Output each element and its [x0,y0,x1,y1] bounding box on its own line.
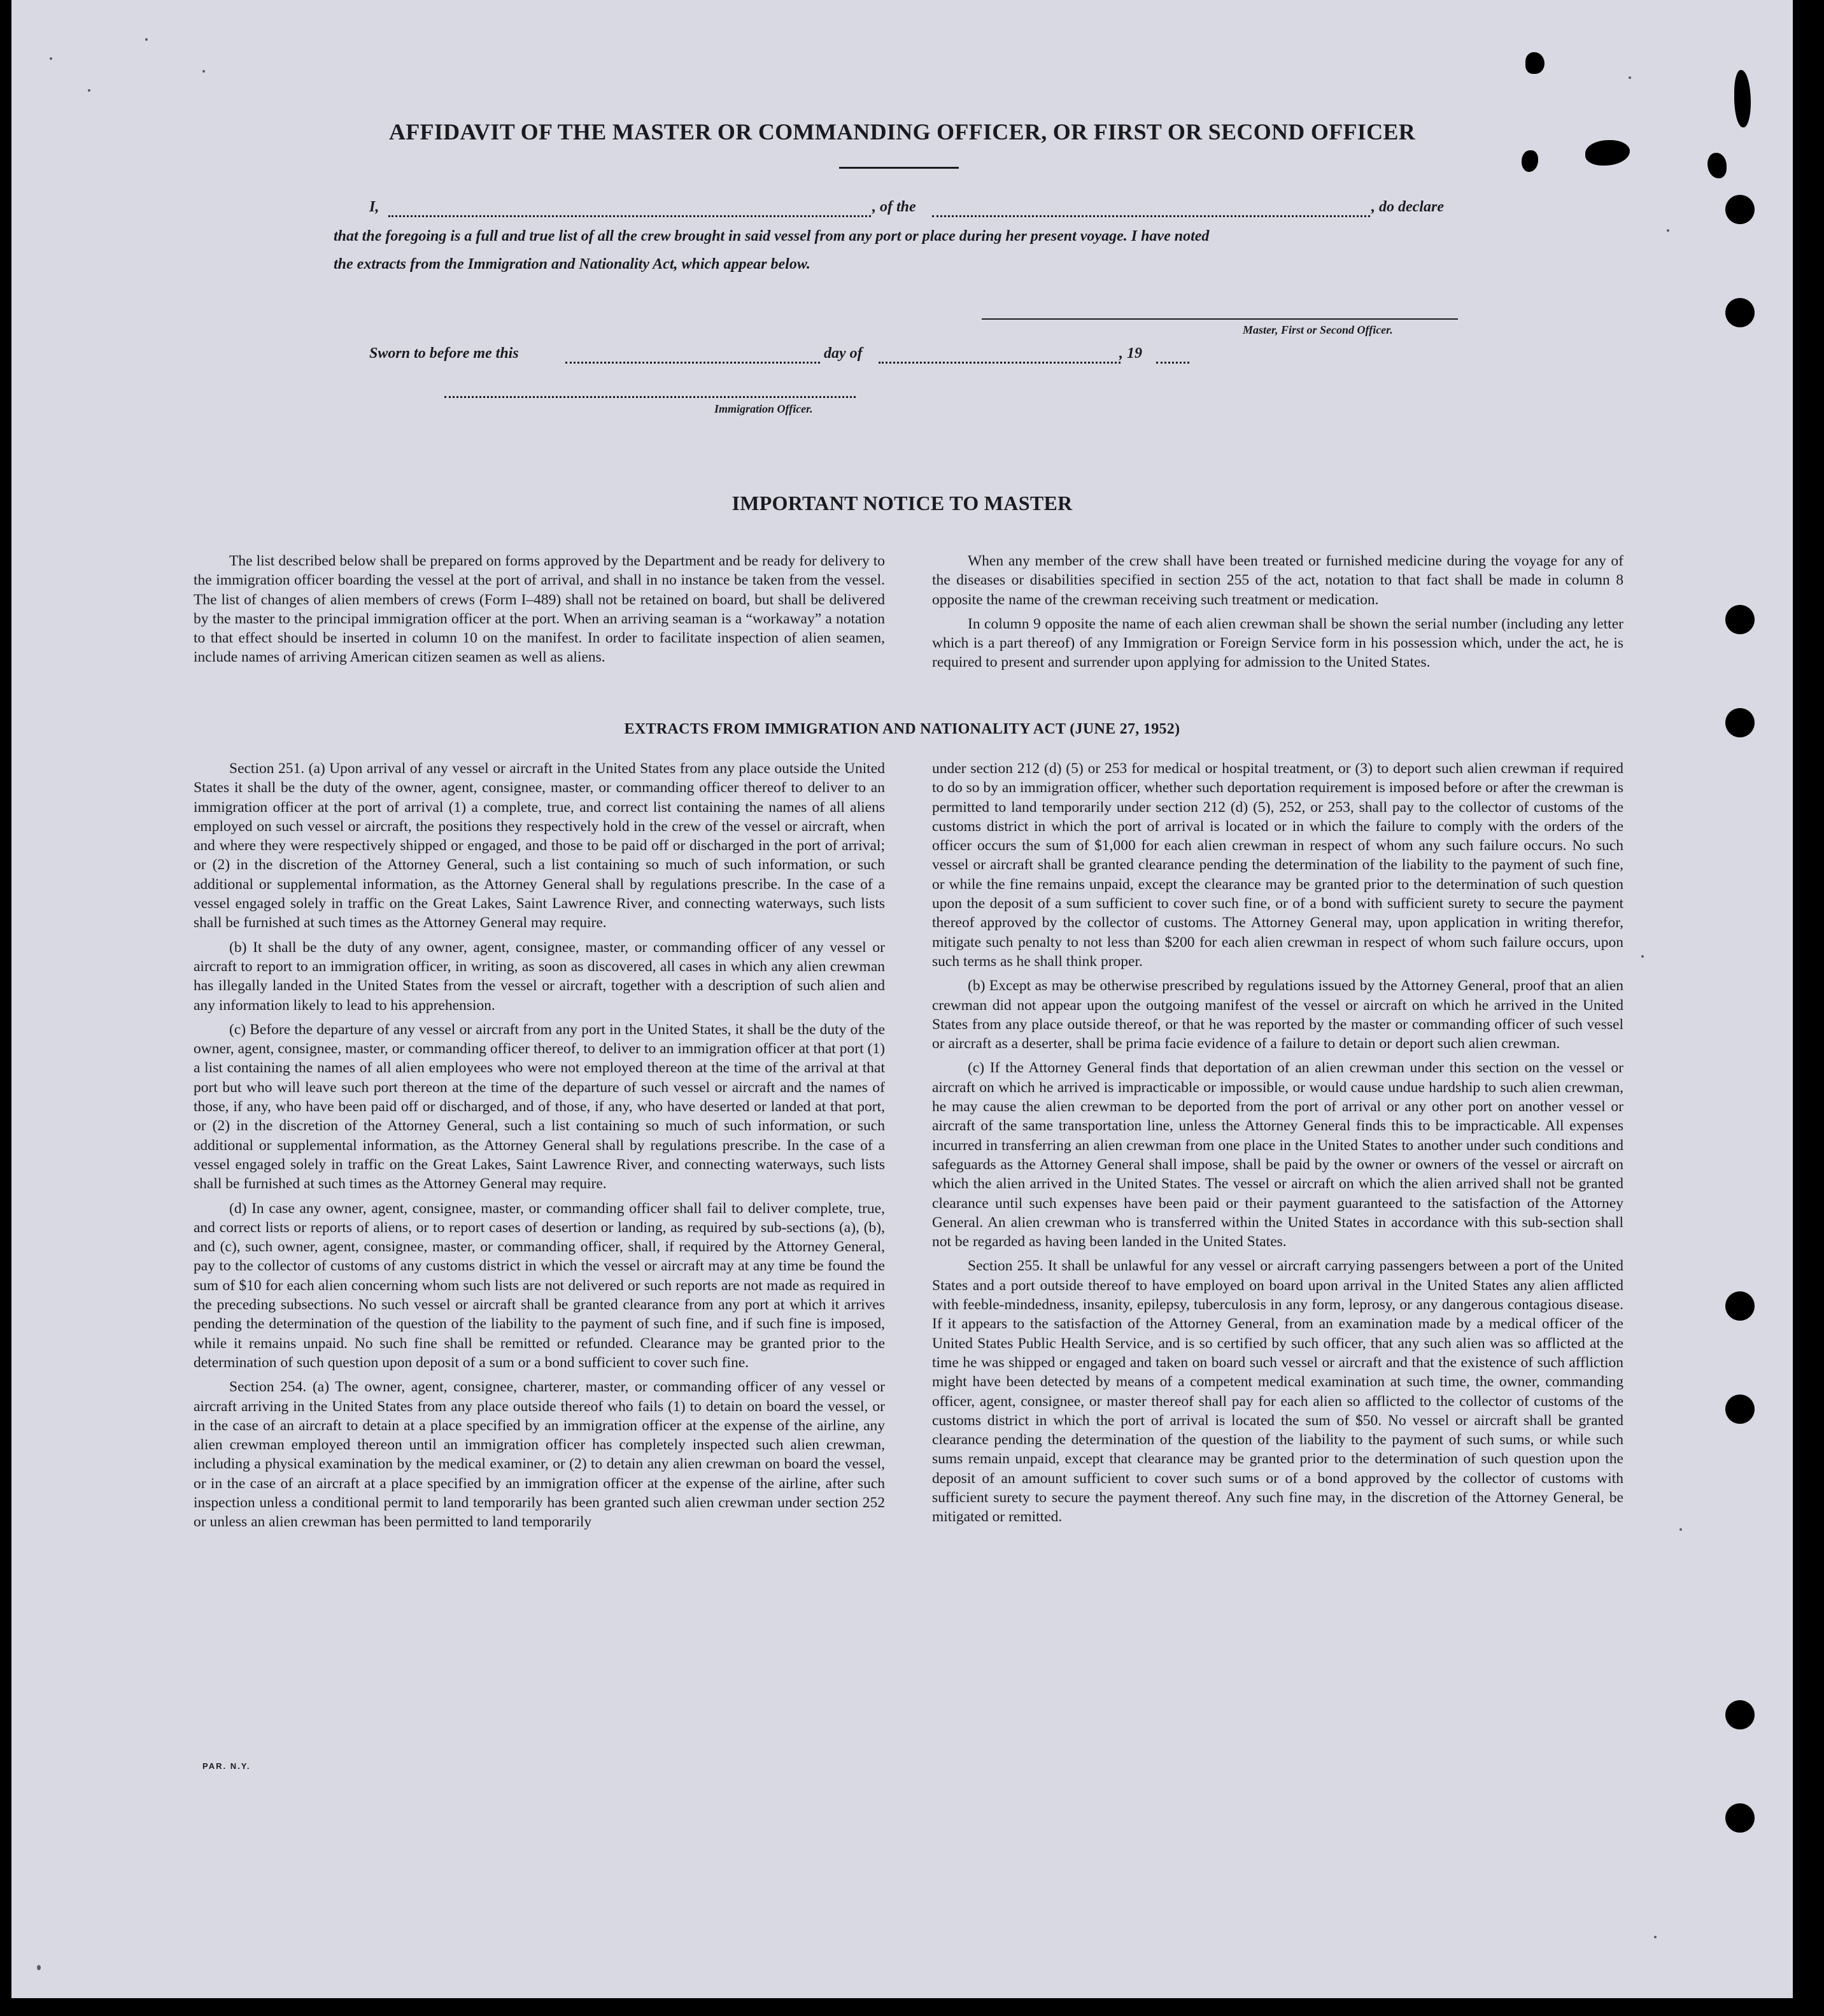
printer-mark: PAR. N.Y. [202,1761,251,1771]
dust-speck [1679,1528,1682,1531]
title-underline [839,167,959,169]
declarant-name-field[interactable] [388,215,871,217]
document-page [11,0,1793,1998]
day-of-label: day of [824,345,863,362]
section-255: Section 255. It shall be unlawful for any vessel or aircraft carrying passengers between a port of the United States and a port outside thereof to have employed on board upon arrival in the United States any alien afflicted with feeble-mindedness, insanity, epilepsy, tuberculosis in any form, leprosy, or any dangerous contagious disease. If it appears to the satisfaction of the Attorney General, from an examination made by a medical officer of the United States Public Health Service, and is so certified by such officer, that any such alien was so afflicted at the time he was shipped or engaged and taken on board such vessel or aircraft and that the existence of such affliction might have been detected by means of a competent medical examination at such time, the owner, commanding officer, agent, consignee, or master thereof shall pay for each alien so afflicted to the collector of customs of the customs district in which the port of arrival is located the sum of $50. No vessel or aircraft shall be granted clearance pending the determination of the question of the liability to the payment of such sums, or while such sums remain unpaid, except that clearance may be granted prior to the determination of such question upon the deposit of an amount sufficient to cover such sums or of a bond approved by the collector of customs with sufficient surety to secure the payment thereof. Any such fine may, in the discretion of the Attorney General, be mitigated or remitted. [932,1258,1623,1526]
section-254-c: (c) If the Attorney General finds that deportation of an alien crewman under this section on the vessel or aircraft on which he arrived is impracticable or impossible, or would cause undue hardship to such alien crewman, he may cause the alien crewman to be deported from the port of arrival or any other port on another vessel or aircraft of the same transportation line, unless the Attorney General finds this to be impracticable. All expenses incurred in transferring an alien crewman from one place in the United States to another under such conditions and safeguards as the Attorney General shall impose, shall be paid by the owner or owners of the vessel or aircraft on which the alien arrived in the United States. The vessel or aircraft on which the alien arrived shall not be granted clearance until such expenses have been paid or their payment guaranteed to the satisfaction of the Attorney General. An alien crewman who is transferred within the United States in accordance with this sub-section shall not be regarded as having been landed in the United States. [932,1060,1623,1251]
master-signature-line[interactable] [982,318,1458,320]
notice-left-column [194,551,885,672]
section-254-a-continued: under section 212 (d) (5) or 253 for medical or hospital treatment, or (3) to deport such alien crewman if required to do so by an immigration officer, whether such deportation requirement is imposed before or after the crewman is permitted to land temporarily under section 212 (d) (5), 252, or 253, shall pay to the collector of customs of the customs district in which the port of arrival is located or in which the failure to comply with the orders of the officer occurs the sum of $1,000 for each alien crewman in respect of whom any such failure occurs. No such vessel or aircraft shall be granted clearance pending the determination of the liability to the payment of such fine, or while the fine remains unpaid, except the clearance may be granted prior to the determination of such question upon the deposit of a sum sufficient to cover such fine, or of a bond with sufficient surety to secure the payment thereof approved by the collector of customs. The Attorney General may, upon application in writing therefor, mitigate such penalty to not less than $200 for each alien crewman in respect of whom such failure occurs, upon such terms as he shall think proper. [932,760,1623,970]
dust-speck [1629,76,1631,79]
binding-hole [1725,1700,1755,1729]
sworn-day-field[interactable] [565,362,820,364]
section-254-b: (b) Except as may be otherwise prescribed by regulations issued by the Attorney General, proof that an alien crewman did not appear upon the outgoing manifest of the vessel or aircraft on which he arrived in the United States from any place outside thereof, or that he was reported by the master or commanding officer of such vessel or aircraft as a deserter, shall be prima facie evidence of a failure to detain or deport such alien crewman. [932,977,1623,1053]
sworn-label: Sworn to before me this [369,345,519,362]
section-251-b: (b) It shall be the duty of any owner, agent, consignee, master, or commanding officer of any vessel or aircraft to report to an immigration officer, in writing, as soon as discovered, all cases in which any alien crewman has illegally landed in the United States from the vessel or aircraft, together with a description of such alien and any information likely to lead to his apprehension. [194,939,885,1014]
dust-speck [145,38,148,41]
affidavit-declare-label: , do declare [1371,199,1444,215]
dust-speck [1667,229,1669,232]
affidavit-i-label: I, [369,199,379,215]
extracts-left-column [194,759,885,1537]
binding-hole [1725,298,1755,327]
extracts-title: EXTRACTS FROM IMMIGRATION AND NATIONALITY ACT (JUNE 27, 1952) [624,721,1180,737]
dust-speck [1641,955,1644,958]
year-prefix-label: , 19 [1119,345,1142,362]
section-251-d: (d) In case any owner, agent, consignee, master, or commanding officer shall fail to deliver complete, true, and correct lists or reports of aliens, or to report cases of desertion or landing, as required by sub-sections (a), (b), and (c), such owner, agent, consignee, master, or commanding officer, shall, if required by the Attorney General, pay to the collector of customs of any customs district in which the vessel or aircraft may at any time be found the sum of $10 for each alien concerning whom such lists are not delivered or such reports are not made as required in the preceding subsections. No such vessel or aircraft shall be granted clearance from any port at which it arrives pending the determination of the question of the liability to the payment of such fine, and if such fine is imposed, while it remains unpaid. No such fine shall be remitted or refunded. Clearance may be granted prior to the determination of such question upon deposit of a sum or a bond sufficient to cover such fine. [194,1200,885,1371]
dust-speck [88,89,90,92]
extracts-right-column [932,759,1623,1532]
binding-hole [1725,195,1755,224]
notice-left-paragraph: The list described below shall be prepared on forms approved by the Department and be ready for delivery to the immigration officer boarding the vessel at the port of arrival, and shall in no instance be taken from the vessel. The list of changes of alien members of crews (Form I–489) shall not be retained on board, but shall be delivered by the master to the principal immigration officer at the port. When an arriving seaman is a “workaway” a notation to that effect should be inserted in column 10 on the manifest. In order to facilitate inspection of alien seamen, include names of arriving American citizen seamen as well as aliens. [194,553,885,666]
notice-title: IMPORTANT NOTICE TO MASTER [732,492,1073,515]
binding-hole [1725,708,1755,737]
section-251-a: Section 251. (a) Upon arrival of any vessel or aircraft in the United States from any place outside the United States it shall be the duty of the owner, agent, consignee, master, or commanding officer thereof to deliver to an immigration officer at the port of arrival (1) a complete, true, and correct list containing the names of all aliens employed on such vessel or aircraft, the positions they respectively hold in the crew of the vessel or aircraft, when and where they were respectively shipped or engaged, and those to be paid off or discharged in the port of arrival; or (2) in the discretion of the Attorney General, such a list containing so much of such information, or such additional or supplemental information, as the Attorney General shall by regulations prescribe. In the case of a vessel engaged solely in traffic on the Great Lakes, Saint Lawrence River, and connecting waterways, such lists shall be furnished at such times as the Attorney General may require. [194,760,885,932]
binding-hole [1725,1291,1755,1321]
affidavit-of-the-label: , of the [872,199,916,215]
notice-right-paragraph-1: When any member of the crew shall have been treated or furnished medicine during the voyage for any of the diseases or disabilities specified in section 255 of the act, notation to that fact shall be made in column 8 opposite the name of the crewman receiving such treatment or medication. [932,553,1623,608]
ink-blot [1585,140,1630,166]
dust-speck [1654,1936,1657,1938]
vessel-name-field[interactable] [932,215,1370,217]
section-251-c: (c) Before the departure of any vessel or aircraft from any port in the United States, it shall be the duty of the owner, agent, consignee, master, or commanding officer thereof, to deliver to an immigration officer at that port (1) a list containing the names of all alien employees who were not employed thereon at the time of the arrival at that port but who will leave such port thereon at the time of the departure of such vessel or aircraft and the names of those, if any, who have been paid off or discharged, and of those, if any, who have deserted or landed at that port, or (2) in the discretion of the Attorney General, such a list containing so much of such information, or such additional or supplemental information, as the Attorney General shall by regulations prescribe. In the case of a vessel engaged solely in traffic on the Great Lakes, Saint Lawrence River, and connecting waterways, such lists shall be furnished at such times as the Attorney General may require. [194,1021,885,1193]
dust-speck [202,70,205,73]
ink-blot [1734,70,1751,127]
notice-right-column [932,551,1623,678]
affidavit-statement-line2: that the foregoing is a full and true list of all the crew brought in said vessel from any port or place during her present voyage. I have noted [334,228,1210,245]
sworn-year-field[interactable] [1156,362,1189,364]
sworn-month-field[interactable] [879,362,1121,364]
dust-speck [50,57,52,60]
ink-blot [1525,52,1545,74]
binding-hole [1725,1803,1755,1833]
binding-hole [1725,1395,1755,1424]
master-signature-caption: Master, First or Second Officer. [1243,323,1393,336]
section-254-a: Section 254. (a) The owner, agent, consignee, charterer, master, or commanding officer of any vessel or aircraft arriving in the United States from any place outside thereof who fails (1) to detain on board the vessel, or in the case of an aircraft to detain at a place specified by an immigration officer at the expense of the airline, any alien crewman employed thereon until an immigration officer has completely inspected such alien crewman, including a physical examination by the medical examiner, or (2) to detain any alien crewman on board the vessel, or in the case of an aircraft at a place specified by an immigration officer at the expense of the airline, after such inspection unless a conditional permit to land temporarily has been granted such alien crewman under section 252 or unless an alien crewman has been permitted to land temporarily [194,1379,885,1531]
ink-blot [1707,153,1727,178]
immigration-officer-caption: Immigration Officer. [714,402,813,415]
binding-hole [1725,605,1755,634]
ink-blot [1522,150,1538,172]
affidavit-statement-line3: the extracts from the Immigration and Nationality Act, which appear below. [334,256,810,273]
immigration-officer-signature-line[interactable] [444,396,856,398]
affidavit-title: AFFIDAVIT OF THE MASTER OR COMMANDING OFFICER, OR FIRST OR SECOND OFFICER [388,119,1416,145]
dust-speck [37,1965,41,1970]
notice-right-paragraph-2: In column 9 opposite the name of each alien crewman shall be shown the serial number (including any letter which is a part thereof) of any Immigration or Foreign Service form in his possession which, under the act, he is required to present and surrender upon applying for admission to the United States. [932,615,1623,671]
